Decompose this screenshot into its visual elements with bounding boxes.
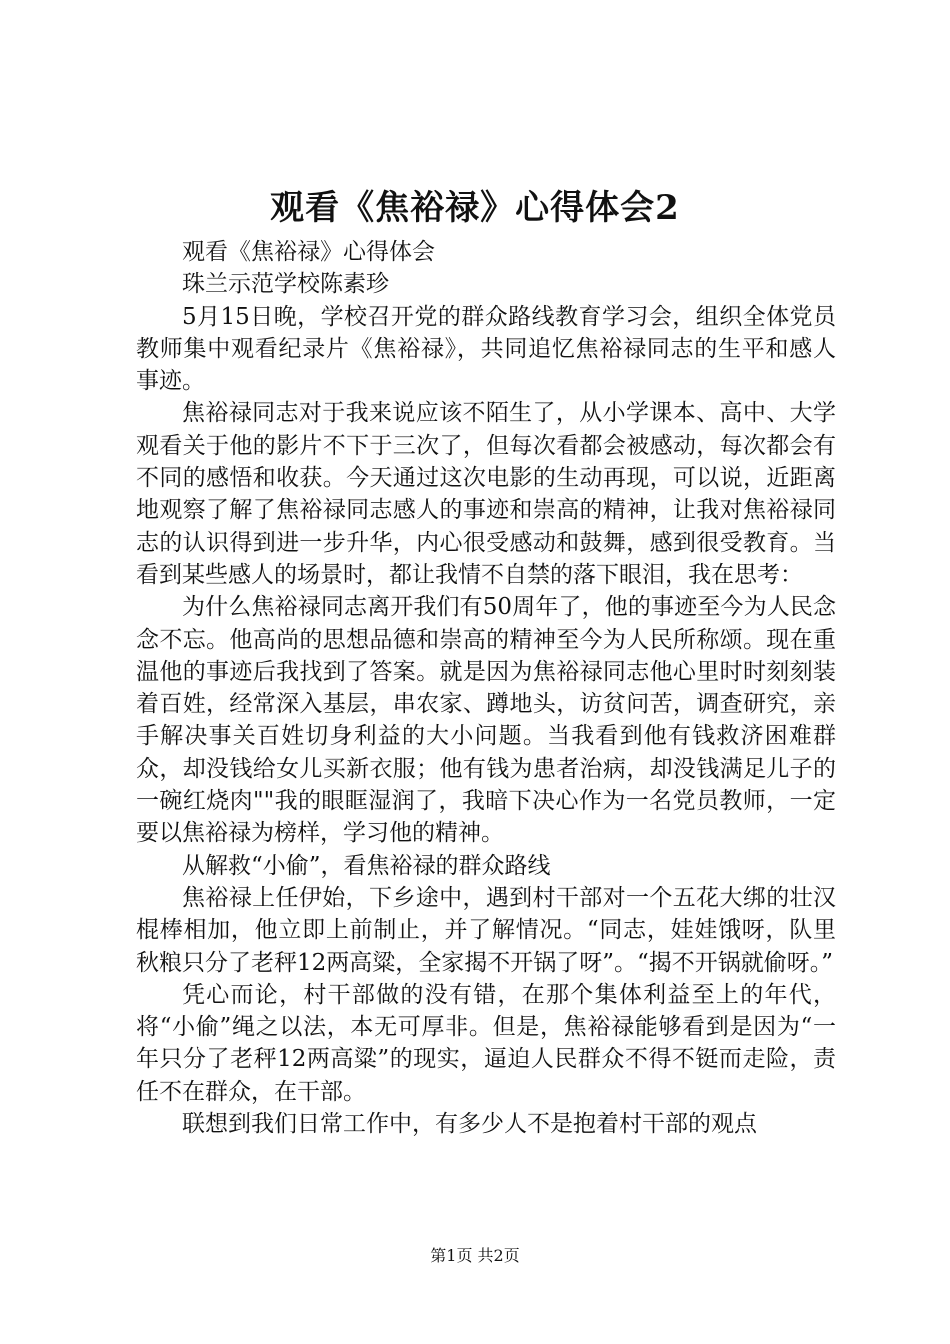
paragraph: 凭心而论，村干部做的没有错，在那个集体利益至上的年代，将“小偷”绳之以法，本无可厚非。但是，焦裕禄能够看到是因为“一年只分了老秤12两高粱”的现实，逼迫人民群众不得不铤而走险，责任不在群众，在干部。 [136, 981, 836, 1105]
paragraph: 焦裕禄上任伊始，下乡途中，遇到村干部对一个五花大绑的壮汉棍棒相加，他立即上前制止，并了解情况。“同志，娃娃饿呀，队里秋粮只分了老秤12两高粱，全家揭不开锅了呀”。“揭不开锅就偷呀。” [136, 884, 836, 976]
paragraph: 联想到我们日常工作中，有多少人不是抱着村干部的观点 [182, 1111, 757, 1138]
paragraph: 为什么焦裕禄同志离开我们有50周年了，他的事迹至今为人民念念不忘。他高尚的思想品德和崇高的精神至今为人民所称颂。现在重温他的事迹后我找到了答案。就是因为焦裕禄同志他心里时时刻刻装着百姓，经常深入基层，串农家、蹲地头，访贫问苦，调查研究，亲手解决事关百姓切身利益的大小问题。当我看到他有钱救济困难群众，却没钱给女儿买新衣服；他有钱为患者治病，却没钱满足儿子的一碗红烧肉""我的眼眶湿润了，我暗下决心作为一名党员教师，一定要以焦裕禄为榜样，学习他的精神。 [136, 594, 836, 847]
page-footer: 第1页 共2页 [430, 1246, 520, 1265]
paragraph: 5月15日晚，学校召开党的群众路线教育学习会，组织全体党员教师集中观看纪录片《焦裕禄》，共同追忆焦裕禄同志的生平和感人事迹。 [136, 303, 836, 395]
paragraph-author: 珠兰示范学校陈素珍 [182, 271, 389, 298]
paragraph-subtitle: 观看《焦裕禄》心得体会 [182, 239, 435, 265]
section-heading: 从解救“小偷”，看焦裕禄的群众路线 [182, 852, 551, 879]
document-body [136, 236, 836, 1140]
document-title: 观看《焦裕禄》心得体会2 [270, 188, 680, 228]
paragraph: 焦裕禄同志对于我来说应该不陌生了，从小学课本、高中、大学观看关于他的影片不下于三次了，但每次看都会被感动，每次都会有不同的感悟和收获。今天通过这次电影的生动再现，可以说，近距离地观察了解了焦裕禄同志感人的事迹和崇高的精神，让我对焦裕禄同志的认识得到进一步升华，内心很受感动和鼓舞，感到很受教育。当看到某些感人的场景时，都让我情不自禁的落下眼泪，我在思考： [136, 400, 836, 588]
